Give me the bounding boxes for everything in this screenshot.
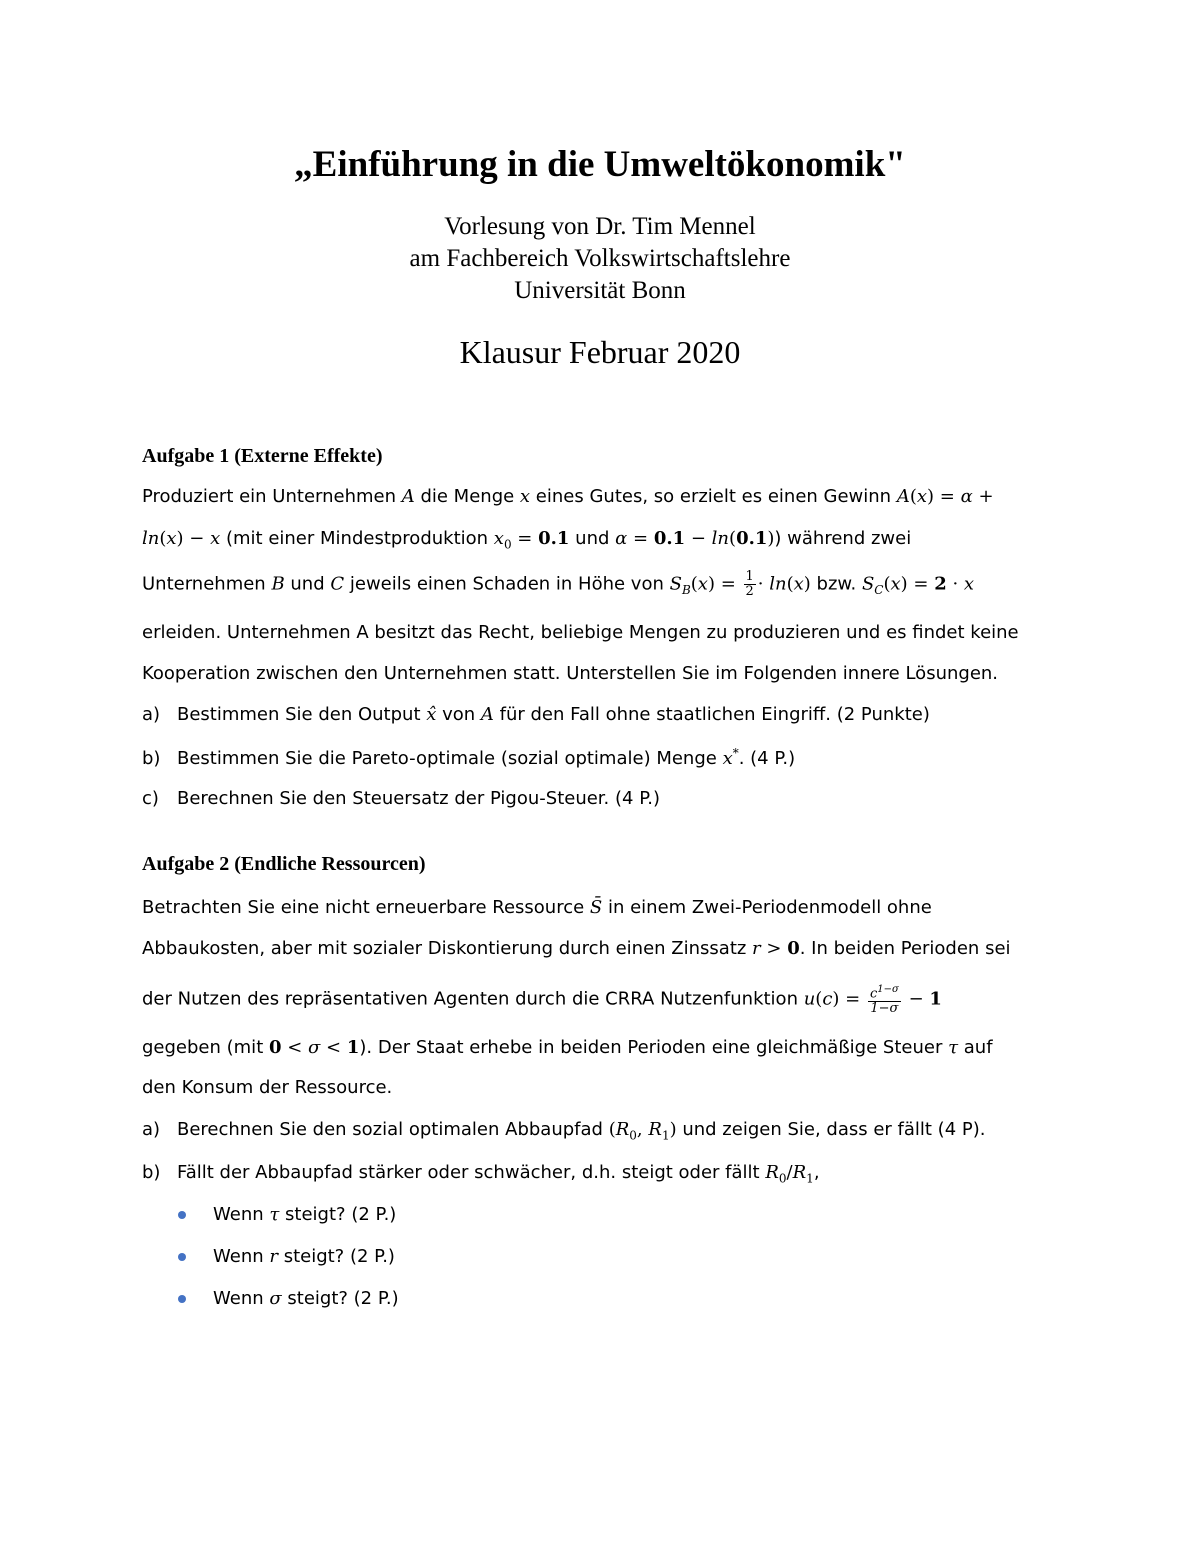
task2-bullet-tau: Wenn τ steigt? (2 P.) (142, 1204, 396, 1225)
page-title: „Einführung in die Umweltökonomik" (294, 144, 906, 185)
task1-intro-line-1: Produziert ein Unternehmen A die Menge x eines Gutes, so erzielt es einen Gewinn A(x) = α + (142, 486, 994, 507)
lecturer-line: Vorlesung von Dr. Tim Mennel (444, 213, 756, 240)
bullet-icon (178, 1295, 186, 1303)
bullet-icon (178, 1253, 186, 1261)
task2-intro-line-4: gegeben (mit 0 < σ < 1). Der Staat erhebe in beiden Perioden eine gleichmäßige Steuer τ auf (142, 1037, 993, 1058)
department-line: am Fachbereich Volkswirtschaftslehre (409, 245, 791, 272)
task2-intro-line-2: Abbaukosten, aber mit sozialer Diskontierung durch einen Zinssatz r > 0. In beiden Perioden sei (142, 938, 1011, 959)
task2-item-b: b) Fällt der Abbaupfad stärker oder schwächer, d.h. steigt oder fällt $R_0/R_1$, (142, 1162, 820, 1186)
task2-intro-line-5: den Konsum der Ressource. (142, 1077, 393, 1098)
task1-intro-line-4: erleiden. Unternehmen A besitzt das Recht, beliebige Mengen zu produzieren und es findet keine (142, 622, 1019, 643)
task2-item-a: a) Berechnen Sie den sozial optimalen Abbaupfad ($R_0$, $R_1$) und zeigen Sie, dass er fällt (4 P). (142, 1119, 986, 1143)
task1-intro-line-2: ln(x) − x (mit einer Mindestproduktion $x_0 = 0.1$ und α = 0.1 − ln(0.1)) während zwei (142, 528, 912, 552)
bullet-icon (178, 1211, 186, 1219)
task1-intro-line-5: Kooperation zwischen den Unternehmen statt. Unterstellen Sie im Folgenden innere Lösungen. (142, 663, 999, 684)
task1-item-b: b) Bestimmen Sie die Pareto-optimale (sozial optimale) Menge x*. (4 P.) (142, 746, 796, 769)
university-line: Universität Bonn (514, 277, 686, 304)
task1-heading: Aufgabe 1 (Externe Effekte) (142, 445, 383, 467)
task2-bullet-sigma: Wenn σ steigt? (2 P.) (142, 1288, 399, 1309)
task2-heading: Aufgabe 2 (Endliche Ressourcen) (142, 853, 426, 875)
exam-title: Klausur Februar 2020 (459, 334, 741, 370)
task1-intro-line-3: Unternehmen B und C jeweils einen Schaden in Höhe von $S_B(x)$ = $\frac{1}{2}$ · ln(x) bzw. $S_C(x) = 2 \cdot x$ (142, 569, 975, 599)
task1-item-c: c) Berechnen Sie den Steuersatz der Pigou-Steuer. (4 P.) (142, 788, 660, 809)
task2-intro-line-1: Betrachten Sie eine nicht erneuerbare Ressource S̄ in einem Zwei-Periodenmodell ohne (142, 897, 932, 918)
task2-intro-line-3: der Nutzen des repräsentativen Agenten durch die CRRA Nutzenfunktion u(c) = $\frac{c^{1-\sigma}}{1-\sigma}$ − 1 (142, 984, 942, 1017)
task2-bullet-r: Wenn r steigt? (2 P.) (142, 1246, 395, 1267)
task1-item-a: a) Bestimmen Sie den Output x̂ von A für den Fall ohne staatlichen Eingriff. (2 Punkte) (142, 704, 930, 725)
